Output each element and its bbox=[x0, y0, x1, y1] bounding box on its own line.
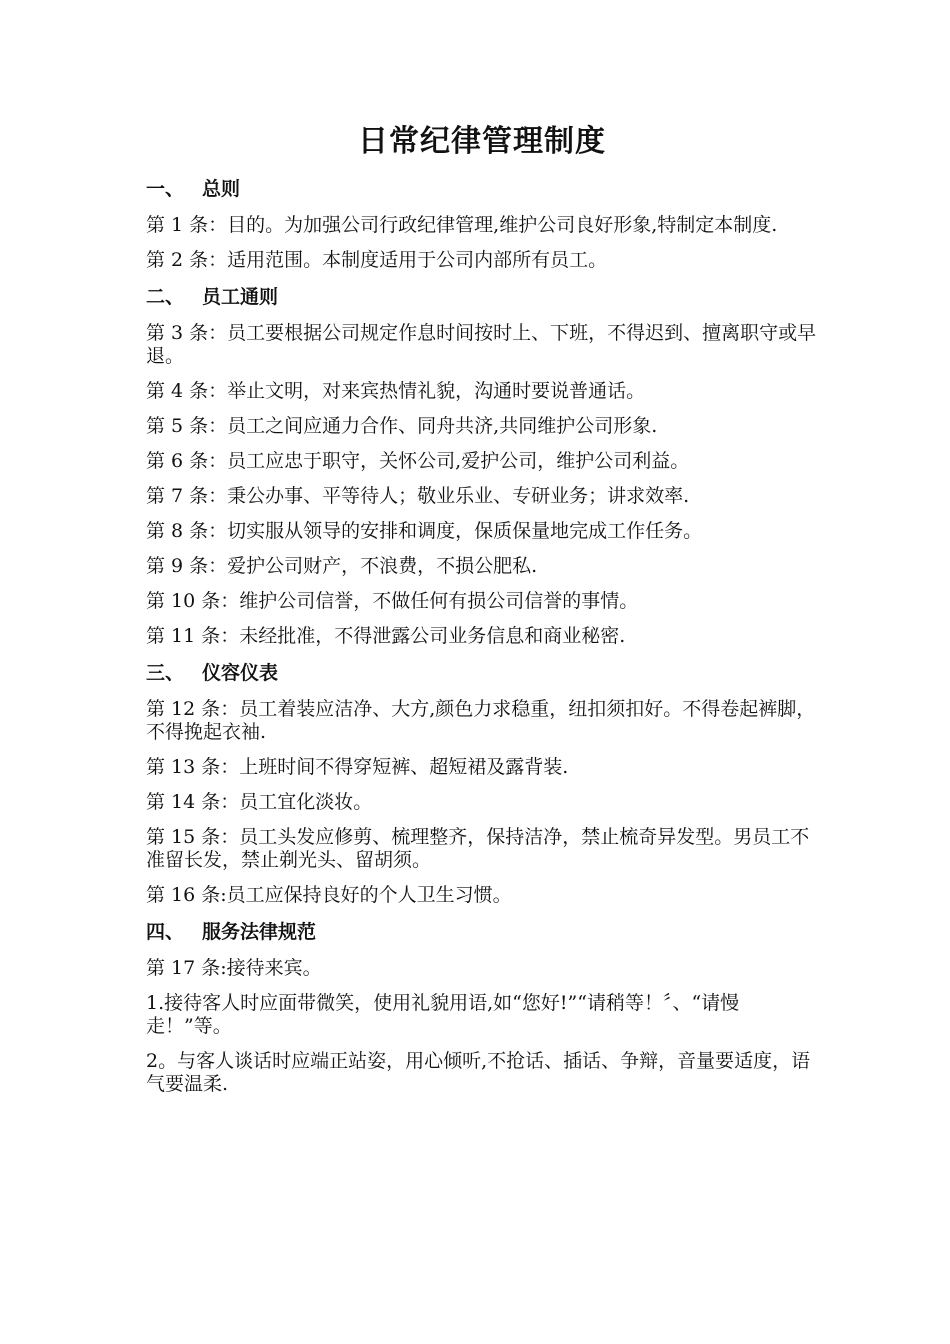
article-paragraph: 第 14 条：员工宜化淡妆。 bbox=[146, 791, 373, 813]
section-heading bbox=[146, 919, 818, 945]
section-appearance bbox=[146, 660, 818, 907]
article-paragraph: 第 8 条：切实服从领导的安排和调度，保质保量地完成工作任务。 bbox=[146, 520, 703, 542]
section-heading bbox=[146, 660, 818, 686]
article-paragraph: 2。与客人谈话时应端正站姿，用心倾听,不抢话、插话、争辩，音量要适度，语气要温柔. bbox=[146, 1050, 811, 1095]
article-paragraph: 第 15 条：员工头发应修剪、梳理整齐，保持洁净，禁止梳奇异发型。男员工不准留长发，禁止剃光头、留胡须。 bbox=[146, 826, 810, 871]
article-paragraph: 第 10 条：维护公司信誉，不做任何有损公司信誉的事情。 bbox=[146, 590, 639, 612]
section-heading bbox=[146, 284, 818, 310]
document-title: 日常纪律管理制度 bbox=[358, 124, 606, 159]
section-service-norms bbox=[146, 919, 818, 1096]
article-paragraph: 第 9 条：爱护公司财产，不浪费，不损公肥私. bbox=[146, 555, 538, 577]
article-paragraph: 第 2 条：适用范围。本制度适用于公司内部所有员工。 bbox=[146, 249, 608, 271]
section-employee-rules bbox=[146, 284, 818, 648]
section-general bbox=[146, 176, 818, 272]
article-paragraph: 第 4 条：举止文明，对来宾热情礼貌，沟通时要说普通话。 bbox=[146, 380, 646, 402]
article-paragraph: 1.接待客人时应面带微笑，使用礼貌用语,如“您好!”“请稍等！〞、“请慢走！”等。 bbox=[146, 992, 740, 1037]
section-title: 总则 bbox=[202, 178, 241, 200]
document-body bbox=[146, 120, 818, 1108]
article-paragraph: 第 3 条：员工要根据公司规定作息时间按时上、下班，不得迟到、擅离职守或早退。 bbox=[146, 322, 817, 367]
article-paragraph: 第 12 条：员工着装应洁净、大方,颜色力求稳重，纽扣须扣好。不得卷起裤脚，不得挽起衣袖. bbox=[146, 698, 816, 743]
article-paragraph: 第 5 条：员工之间应通力合作、同舟共济,共同维护公司形象. bbox=[146, 415, 658, 437]
section-title: 服务法律规范 bbox=[202, 921, 317, 943]
section-heading bbox=[146, 176, 818, 202]
article-paragraph: 第 16 条:员工应保持良好的个人卫生习惯。 bbox=[146, 884, 512, 906]
article-paragraph: 第 11 条：未经批准，不得泄露公司业务信息和商业秘密. bbox=[146, 625, 626, 647]
article-paragraph: 第 13 条：上班时间不得穿短裤、超短裙及露背装. bbox=[146, 756, 569, 778]
article-paragraph: 第 6 条：员工应忠于职守，关怀公司,爱护公司，维护公司利益。 bbox=[146, 450, 690, 472]
section-number: 一、 bbox=[146, 178, 185, 200]
article-paragraph: 第 7 条：秉公办事、平等待人；敬业乐业、专研业务；讲求效率. bbox=[146, 485, 690, 507]
section-number: 二、 bbox=[146, 286, 185, 308]
section-title: 仪容仪表 bbox=[202, 662, 279, 684]
section-title: 员工通则 bbox=[202, 286, 279, 308]
section-number: 四、 bbox=[146, 921, 185, 943]
article-paragraph: 第 17 条:接待来宾。 bbox=[146, 957, 322, 979]
section-number: 三、 bbox=[146, 662, 185, 684]
article-paragraph: 第 1 条：目的。为加强公司行政纪律管理,维护公司良好形象,特制定本制度. bbox=[146, 214, 778, 236]
